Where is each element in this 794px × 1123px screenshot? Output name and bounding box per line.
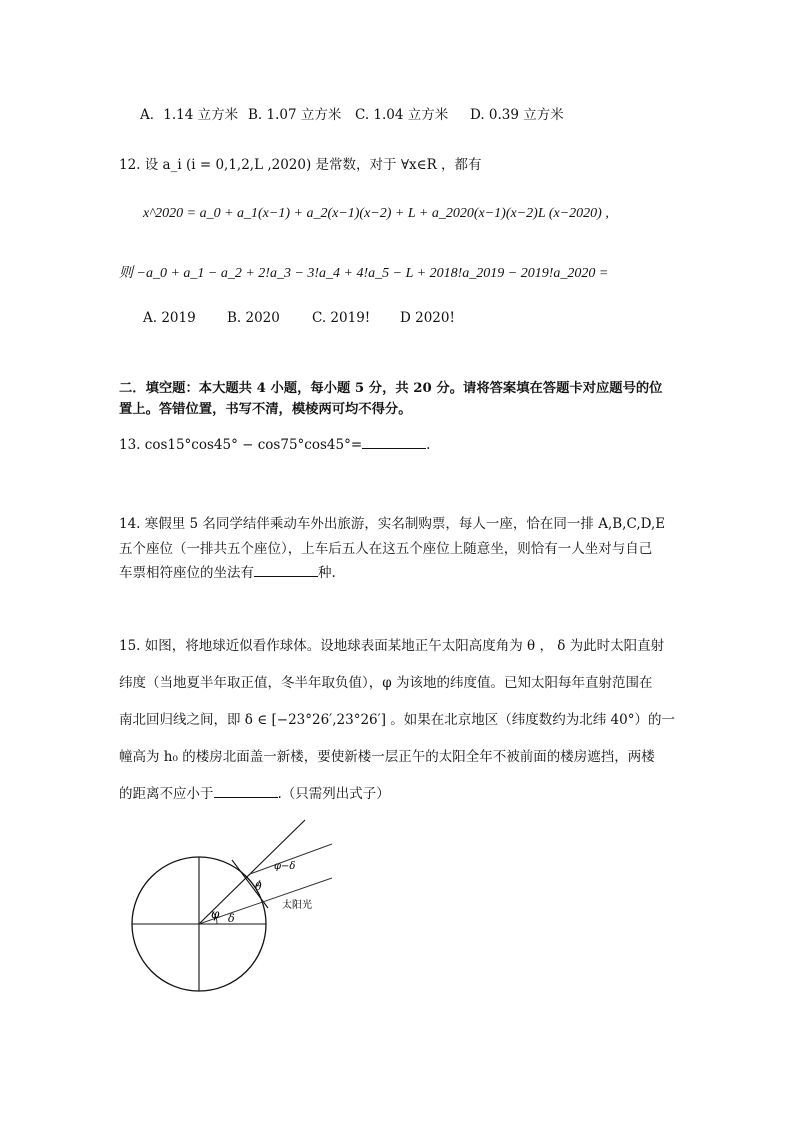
q11-option-d: D. 0.39 立方米 (470, 107, 564, 123)
q15-line-5 (119, 782, 390, 802)
q15-line-5a: 的距离不应小于 (119, 786, 214, 802)
label-phi-delta: φ−δ (274, 861, 296, 872)
earth-sunlight-figure (110, 818, 350, 1018)
q14-answer-blank[interactable] (254, 575, 318, 577)
q14-line-3 (119, 561, 336, 581)
q12-option-a: A. 2019 (143, 310, 196, 326)
q13-end: . (426, 437, 431, 453)
q11-option-a: A．1.14 立方米 (140, 107, 239, 123)
q15-line-5b: .（只需列出式子） (277, 786, 390, 802)
q12-option-b: B. 2020 (227, 310, 280, 326)
q13-answer-blank[interactable] (362, 447, 426, 449)
q11-option-b: B. 1.07 立方米 (248, 107, 342, 123)
q11-option-c: C. 1.04 立方米 (355, 107, 449, 123)
q15-line-3: 南北回归线之间，即 δ ∈ [−23°26′,23°26′] 。如果在北京地区（纬度数约为北纬 40°）的一 (119, 712, 675, 728)
label-phi: φ (211, 907, 220, 921)
q12-equation: x^2020 = a_0 + a_1(x−1) + a_2(x−1)(x−2) + L + a_2020(x−1)(x−2)L (x−2020) , (143, 206, 609, 221)
q12-stem: 12. 设 a_i (i = 0,1,2,L ,2020) 是常数，对于 ∀x∈R ，都有 (119, 157, 482, 173)
horizon-tangent (232, 860, 268, 908)
section-2-line-1: 二．填空题：本大题共 4 小题，每小题 5 分，共 20 分。请将答案填在答题卡对应题号的位 (119, 381, 663, 396)
q12-option-d: D 2020! (400, 310, 455, 326)
label-theta: θ (255, 880, 262, 893)
q15-line-4: 幢高为 h₀ 的楼房北面盖一新楼，要使新楼一层正午的太阳全年不被前面的楼房遮挡，两楼 (119, 749, 655, 765)
q14-line-3a: 车票相符座位的坐法有 (119, 565, 254, 581)
q14-line-1: 14. 寒假里 5 名同学结伴乘动车外出旅游，实名制购票，每人一座，恰在同一排 A,B,C,D,E (119, 516, 666, 532)
q12-option-c: C. 2019! (312, 310, 371, 326)
q13-text: 13. cos15°cos45° − cos75°cos45°= (119, 437, 363, 453)
q15-line-2: 纬度（当地夏半年取正值，冬半年取负值），φ 为该地的纬度值。已知太阳每年直射范围在 (119, 675, 653, 691)
q13 (119, 437, 430, 453)
q15-line-1: 15. 如图，将地球近似看作球体。设地球表面某地正午太阳高度角为 θ ， δ 为此时太阳直射 (119, 638, 665, 654)
q15-answer-blank[interactable] (214, 796, 278, 798)
q14-line-3b: 种. (318, 565, 336, 581)
q12-ask: 则 −a_0 + a_1 − a_2 + 2!a_3 − 3!a_4 + 4!a_5 − L + 2018!a_2019 − 2019!a_2020 = (119, 266, 609, 281)
label-delta: δ (228, 912, 235, 925)
label-sunlight: 太阳光 (282, 900, 312, 911)
section-2-line-2: 置上。答错位置，书写不清，模棱两可均不得分。 (119, 402, 412, 417)
q14-line-2: 五个座位（一排共五个座位），上车后五人在这五个座位上随意坐，则恰有一人坐对与自己 (119, 541, 653, 557)
